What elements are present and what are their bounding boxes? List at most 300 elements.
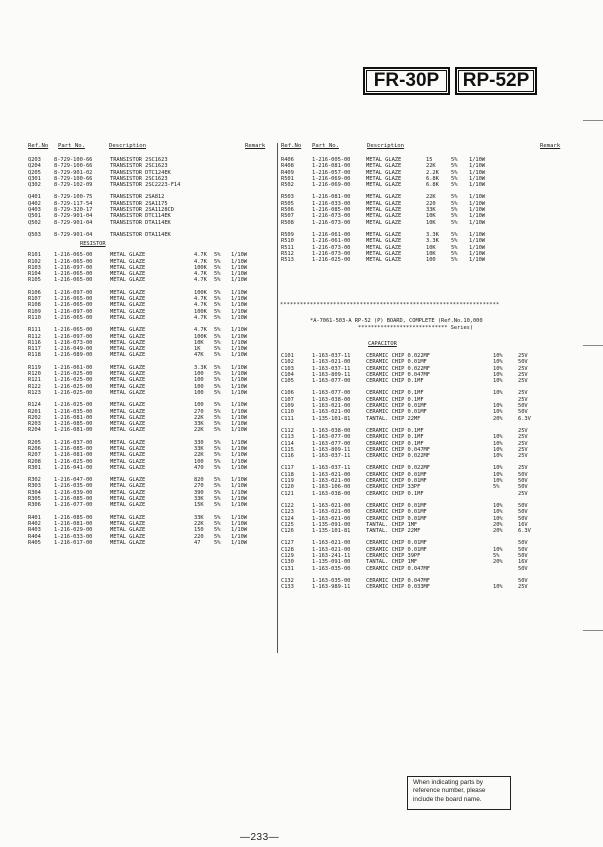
part-no: 1-216-061-00	[54, 364, 93, 371]
rating: 1/10W	[231, 383, 247, 390]
part-no: 1-216-073-00	[312, 244, 351, 251]
part-no: 1-163-035-00	[312, 577, 351, 584]
rating: 1/10W	[469, 250, 485, 257]
description: METAL GLAZE	[110, 489, 146, 496]
value: 1K	[194, 346, 201, 353]
rating: 50V	[518, 478, 528, 485]
value: 10K	[426, 213, 436, 220]
ref-no: C116	[281, 453, 294, 460]
part-no: 1-163-021-00	[312, 515, 351, 522]
description: METAL GLAZE	[110, 452, 146, 459]
part-no: 1-216-025-00	[54, 383, 93, 390]
rating: 1/10W	[469, 194, 485, 201]
ref-no: C131	[281, 565, 294, 572]
parts-row	[28, 390, 276, 396]
ref-no: C104	[281, 371, 294, 378]
rating: 1/10W	[231, 496, 247, 503]
part-no: 1-216-081-00	[54, 427, 93, 434]
part-no: 1-216-065-00	[54, 302, 93, 309]
tolerance: 5%	[214, 383, 221, 390]
tolerance: 10%	[493, 434, 503, 441]
tolerance: 5%	[214, 445, 221, 452]
part-no: 1-135-091-00	[312, 559, 351, 566]
tolerance: 10%	[493, 465, 503, 472]
ref-no: R203	[28, 421, 41, 428]
description: CERAMIC CHIP 0.1MF	[366, 434, 424, 441]
part-no: 1-216-069-00	[312, 175, 351, 182]
tolerance: 5%	[214, 302, 221, 309]
description: TRANSISTOR 2SC1623	[110, 163, 168, 170]
description: METAL GLAZE	[110, 352, 146, 359]
parts-row	[28, 232, 276, 238]
value: 470	[194, 464, 204, 471]
tolerance: 5%	[214, 364, 221, 371]
tolerance: 5%	[214, 502, 221, 509]
rating: 50V	[518, 509, 528, 516]
part-no: 1-216-089-00	[54, 352, 93, 359]
part-no: 1-216-061-00	[312, 231, 351, 238]
rating: 25V	[518, 446, 528, 453]
rating: 1/10W	[231, 477, 247, 484]
rating: 50V	[518, 577, 528, 584]
description: CERAMIC CHIP 0.022MF	[366, 465, 430, 472]
value: 10K	[426, 219, 436, 226]
rating: 50V	[518, 471, 528, 478]
ref-no: C127	[281, 540, 294, 547]
part-no: 8-729-100-66	[54, 163, 93, 170]
description: TRANSISTOR 2SC2223-F14	[110, 182, 181, 189]
value: 33K	[194, 496, 204, 503]
part-no: 1-163-021-00	[312, 409, 351, 416]
rating: 1/10W	[231, 408, 247, 415]
rating: 25V	[518, 353, 528, 359]
ref-no: R507	[281, 213, 294, 220]
ref-no: R304	[28, 489, 41, 496]
parts-row	[281, 220, 581, 226]
parts-row	[28, 315, 276, 321]
description: CERAMIC CHIP 0.01MF	[366, 409, 427, 416]
rating: 25V	[518, 365, 528, 372]
value: 3.3K	[426, 231, 439, 238]
part-no: 1-216-085-00	[54, 421, 93, 428]
description: METAL GLAZE	[110, 445, 146, 452]
ref-no: C121	[281, 490, 294, 497]
rating: 25V	[518, 396, 528, 403]
part-no: 1-163-809-11	[312, 371, 351, 378]
ref-no: C111	[281, 415, 294, 422]
rating: 1/10W	[231, 527, 247, 534]
rating: 1/10W	[231, 339, 247, 346]
rating: 1/10W	[231, 308, 247, 315]
part-no: 1-216-061-00	[312, 238, 351, 245]
tolerance: 5%	[214, 252, 221, 259]
rating: 1/10W	[231, 346, 247, 353]
value: 100	[194, 389, 204, 396]
value: 4.7K	[194, 271, 207, 278]
rating: 1/10W	[231, 421, 247, 428]
part-no: 1-163-021-00	[312, 478, 351, 485]
tolerance: 5%	[451, 244, 458, 251]
ref-no: R205	[28, 439, 41, 446]
ref-no: R123	[28, 389, 41, 396]
description: METAL GLAZE	[366, 250, 402, 257]
tolerance: 5%	[214, 427, 221, 434]
tolerance: 5%	[451, 213, 458, 220]
ref-no: R107	[28, 296, 41, 303]
value: 10K	[426, 250, 436, 257]
part-no: 1-216-069-00	[312, 182, 351, 189]
description: CERAMIC CHIP 0.1MF	[366, 378, 424, 385]
ref-no: R112	[28, 333, 41, 340]
part-no: 1-216-033-00	[54, 533, 93, 540]
part-no: 1-216-035-00	[54, 483, 93, 490]
part-no: 1-216-065-00	[54, 258, 93, 265]
description: CERAMIC CHIP 0.047MF	[366, 371, 430, 378]
parts-row	[281, 528, 581, 534]
value: 4.7K	[194, 252, 207, 259]
ref-no: Q401	[28, 194, 41, 201]
tolerance: 10%	[493, 471, 503, 478]
description: METAL GLAZE	[110, 527, 146, 534]
part-no: 1-216-081-00	[54, 414, 93, 421]
description: METAL GLAZE	[110, 464, 146, 471]
description: TRANSISTOR DTC124EK	[110, 169, 171, 176]
description: METAL GLAZE	[366, 157, 402, 163]
description: METAL GLAZE	[110, 308, 146, 315]
parts-row	[28, 182, 276, 188]
tolerance: 5%	[214, 346, 221, 353]
part-no: 1-163-077-00	[312, 440, 351, 447]
ref-no: R305	[28, 496, 41, 503]
description: TRANSISTOR 2SA812	[110, 194, 165, 201]
value: 3.3K	[194, 364, 207, 371]
tolerance: 5%	[451, 207, 458, 214]
board-name-note: When indicating parts by reference number, please include the board name.	[407, 776, 511, 810]
rating: 1/10W	[231, 258, 247, 265]
ref-no: Q501	[28, 213, 41, 220]
rating: 1/10W	[231, 539, 247, 546]
part-no: 1-216-081-00	[54, 520, 93, 527]
description: CERAMIC CHIP 0.01MF	[366, 502, 427, 509]
rating: 1/10W	[469, 244, 485, 251]
value: 4.7K	[194, 258, 207, 265]
value: 10K	[426, 244, 436, 251]
value: 3.3K	[426, 238, 439, 245]
part-no: 1-216-081-00	[54, 452, 93, 459]
ref-no: R122	[28, 383, 41, 390]
rating: 25V	[518, 490, 528, 497]
rating: 1/10W	[231, 458, 247, 465]
parts-row	[281, 416, 581, 422]
tolerance: 5%	[451, 194, 458, 201]
ref-no: Q402	[28, 200, 41, 207]
part-no: 1-216-077-00	[54, 502, 93, 509]
part-no: 8-729-100-75	[54, 194, 93, 201]
value: 100K	[194, 333, 207, 340]
description: METAL GLAZE	[110, 296, 146, 303]
ref-no: Q302	[28, 182, 41, 189]
part-no: 1-216-097-00	[54, 289, 93, 296]
rating: 1/10W	[231, 452, 247, 459]
part-no: 1-216-025-00	[312, 257, 351, 264]
ref-no: C129	[281, 553, 294, 560]
part-no: 1-163-021-00	[312, 359, 351, 366]
ref-no: R503	[281, 194, 294, 201]
description: METAL GLAZE	[110, 314, 146, 321]
part-no: 1-163-037-11	[312, 353, 351, 359]
tolerance: 5%	[214, 371, 221, 378]
part-no: 1-163-021-00	[312, 540, 351, 547]
part-no: 1-163-038-00	[312, 427, 351, 434]
rating: 1/10W	[231, 489, 247, 496]
ref-no: R512	[281, 250, 294, 257]
value: 820	[194, 477, 204, 484]
ref-no: R401	[28, 514, 41, 521]
description: METAL GLAZE	[366, 182, 402, 189]
part-no: 1-216-073-00	[312, 250, 351, 257]
value: 100	[194, 402, 204, 409]
part-no: 1-216-025-00	[54, 377, 93, 384]
description: METAL GLAZE	[366, 231, 402, 238]
ref-no: C132	[281, 577, 294, 584]
ref-no: R208	[28, 458, 41, 465]
parts-row	[281, 453, 581, 459]
left-parts-list	[28, 157, 276, 546]
part-no: 1-216-057-00	[312, 169, 351, 176]
ref-no: R408	[281, 163, 294, 170]
ref-no: C126	[281, 528, 294, 535]
description: CERAMIC CHIP 0.033MF	[366, 584, 430, 591]
description: METAL GLAZE	[110, 483, 146, 490]
part-no: 1-216-035-00	[54, 408, 93, 415]
description: METAL GLAZE	[366, 169, 402, 176]
value: 270	[194, 408, 204, 415]
value: 220	[426, 200, 436, 207]
tolerance: 5%	[214, 327, 221, 334]
rating: 1/10W	[231, 364, 247, 371]
parts-row	[28, 277, 276, 283]
part-no: 1-216-085-00	[54, 514, 93, 521]
rating: 50V	[518, 484, 528, 491]
rating: 1/10W	[231, 439, 247, 446]
ref-no: R110	[28, 314, 41, 321]
tolerance: 5%	[214, 389, 221, 396]
description: METAL GLAZE	[110, 289, 146, 296]
tolerance: 10%	[493, 440, 503, 447]
description: METAL GLAZE	[110, 533, 146, 540]
description: METAL GLAZE	[366, 194, 402, 201]
tolerance: 5%	[214, 452, 221, 459]
description: METAL GLAZE	[110, 389, 146, 396]
tolerance: 5%	[451, 169, 458, 176]
rating: 25V	[518, 453, 528, 460]
ref-no: C103	[281, 365, 294, 372]
ref-no: R120	[28, 371, 41, 378]
tolerance: 5%	[214, 296, 221, 303]
value: 100K	[194, 308, 207, 315]
tolerance: 5%	[214, 339, 221, 346]
tolerance: 20%	[493, 521, 503, 528]
ref-no: R302	[28, 477, 41, 484]
section-title: RESISTOR	[80, 241, 106, 248]
parts-row	[28, 502, 276, 508]
ref-no-header-right: Ref.No	[281, 143, 302, 149]
tolerance: 5%	[214, 258, 221, 265]
value: 33K	[194, 421, 204, 428]
description: METAL GLAZE	[110, 514, 146, 521]
rating: 1/10W	[469, 182, 485, 189]
part-no: 1-216-081-00	[312, 194, 351, 201]
rating: 1/10W	[231, 252, 247, 259]
value: 47K	[194, 352, 204, 359]
description: METAL GLAZE	[110, 421, 146, 428]
value: 150	[194, 527, 204, 534]
value: 10K	[194, 339, 204, 346]
tolerance: 5%	[214, 264, 221, 271]
rating: 1/10W	[231, 514, 247, 521]
parts-row	[28, 465, 276, 471]
edge-mark	[583, 120, 603, 121]
rating: 50V	[518, 540, 528, 547]
part-no: 1-216-081-00	[312, 163, 351, 170]
tolerance: 10%	[493, 584, 503, 591]
description: METAL GLAZE	[110, 520, 146, 527]
value: 100	[194, 377, 204, 384]
tolerance: 5%	[451, 182, 458, 189]
rating: 1/10W	[469, 169, 485, 176]
part-no: 1-163-037-11	[312, 453, 351, 460]
tolerance: 10%	[493, 359, 503, 366]
value: 22K	[194, 520, 204, 527]
part-no: 1-216-025-00	[54, 389, 93, 396]
tolerance: 5%	[214, 408, 221, 415]
rating: 25V	[518, 378, 528, 385]
tolerance: 5%	[214, 414, 221, 421]
ref-no: R109	[28, 308, 41, 315]
ref-no: R502	[281, 182, 294, 189]
part-no: 1-216-085-00	[312, 207, 351, 214]
rating: 50V	[518, 502, 528, 509]
ref-no: R117	[28, 346, 41, 353]
rating: 50V	[518, 546, 528, 553]
ref-no: Q203	[28, 157, 41, 163]
rating: 1/10W	[231, 327, 247, 334]
rating: 1/10W	[469, 231, 485, 238]
ref-no: Q403	[28, 207, 41, 214]
parts-row	[28, 220, 276, 226]
part-no: 1-216-025-00	[54, 402, 93, 409]
ref-no: R306	[28, 502, 41, 509]
description: METAL GLAZE	[110, 458, 146, 465]
rating: 1/10W	[469, 213, 485, 220]
description: TRANSISTOR 2SA1175	[110, 200, 168, 207]
description: METAL GLAZE	[110, 271, 146, 278]
part-no: 1-216-073-00	[54, 339, 93, 346]
tolerance: 10%	[493, 353, 503, 359]
description: CERAMIC CHIP 0.01MF	[366, 471, 427, 478]
tolerance: 20%	[493, 415, 503, 422]
ref-no: Q503	[28, 231, 41, 238]
value: 100K	[194, 289, 207, 296]
tolerance: 5%	[451, 219, 458, 226]
value: 390	[194, 489, 204, 496]
rating: 50V	[518, 359, 528, 366]
tolerance: 5%	[214, 458, 221, 465]
rating: 50V	[518, 565, 528, 572]
rating: 50V	[518, 515, 528, 522]
part-no: 1-216-097-00	[54, 333, 93, 340]
part-no: 1-216-073-00	[312, 219, 351, 226]
description: METAL GLAZE	[110, 427, 146, 434]
description: TANTAL. CHIP 1MF	[366, 559, 418, 566]
part-no: 1-216-005-00	[312, 157, 351, 163]
rating: 25V	[518, 440, 528, 447]
part-no: 8-729-102-09	[54, 182, 93, 189]
description: METAL GLAZE	[110, 383, 146, 390]
ref-no: R101	[28, 252, 41, 259]
description: CERAMIC CHIP 0.1MF	[366, 440, 424, 447]
parts-row	[281, 257, 581, 263]
part-no: 8-729-901-04	[54, 231, 93, 238]
tolerance: 5%	[451, 231, 458, 238]
ref-no: C114	[281, 440, 294, 447]
tolerance: 5%	[214, 271, 221, 278]
part-no: 1-216-065-00	[54, 314, 93, 321]
description: METAL GLAZE	[110, 252, 146, 259]
description: CERAMIC CHIP 0.01MF	[366, 509, 427, 516]
tolerance: 5%	[214, 352, 221, 359]
remark-header: Remark	[245, 143, 266, 149]
rating: 50V	[518, 403, 528, 410]
value: 270	[194, 483, 204, 490]
tolerance: 5%	[214, 314, 221, 321]
part-no: 1-163-035-00	[312, 565, 351, 572]
part-no: 8-729-901-02	[54, 169, 93, 176]
description: CERAMIC CHIP 0.1MF	[366, 396, 424, 403]
ref-no: R105	[28, 277, 41, 284]
description: CERAMIC CHIP 0.01MF	[366, 546, 427, 553]
ref-no: C124	[281, 515, 294, 522]
ref-no: C107	[281, 396, 294, 403]
description: METAL GLAZE	[366, 257, 402, 264]
part-no: 1-163-038-00	[312, 490, 351, 497]
tolerance: 10%	[493, 502, 503, 509]
rating: 16V	[518, 559, 528, 566]
ref-no: C118	[281, 471, 294, 478]
part-no: 1-163-037-11	[312, 365, 351, 372]
rating: 1/10W	[469, 163, 485, 170]
ref-no: C105	[281, 378, 294, 385]
part-no: 1-216-037-00	[54, 439, 93, 446]
ref-no: R402	[28, 520, 41, 527]
description: METAL GLAZE	[366, 207, 402, 214]
tolerance: 20%	[493, 559, 503, 566]
part-no: 1-216-085-00	[54, 496, 93, 503]
tolerance: 5%	[451, 238, 458, 245]
tolerance: 5%	[214, 489, 221, 496]
tolerance: 5%	[214, 520, 221, 527]
ref-no: R501	[281, 175, 294, 182]
part-no: 1-163-077-00	[312, 434, 351, 441]
tolerance: 5%	[214, 533, 221, 540]
description: CERAMIC CHIP 0.047MF	[366, 577, 430, 584]
part-no: 1-216-065-00	[54, 296, 93, 303]
part-no: 1-135-101-81	[312, 415, 351, 422]
description: TANTAL. CHIP 1MF	[366, 521, 418, 528]
value: 100	[426, 257, 436, 264]
description-header: Description	[109, 143, 147, 149]
ref-no: C112	[281, 427, 294, 434]
